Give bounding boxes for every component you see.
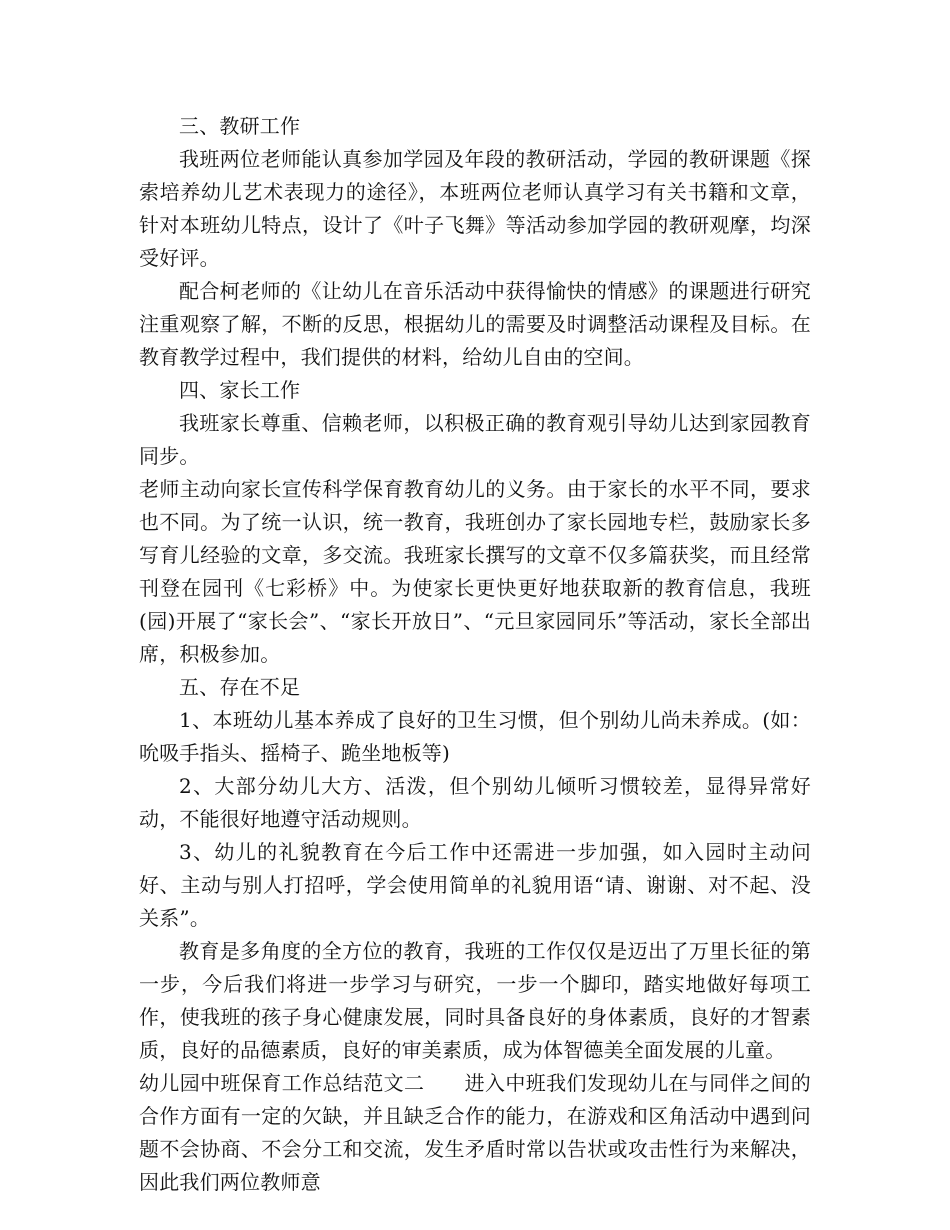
paragraph-parents-2: 老师主动向家长宣传科学保育教育幼儿的义务。由于家长的水平不同，要求也不同。为了统一认识，统一教育，我班创办了家长园地专栏，鼓励家长多写育儿经验的文章，多交流。我班家长撰写的文章不仅多篇获奖，而且经常刊登在园刊《七彩桥》中。为使家长更快更好地获取新的教育信息，我班(园)开展了“家长会”、“家长开放日”、“元旦家园同乐”等活动，家长全部出席，积极参加。 (139, 477, 811, 666)
paragraph-research-2: 配合柯老师的《让幼儿在音乐活动中获得愉快的情感》的课题进行研究注重观察了解，不断的反思，根据幼儿的需要及时调整活动课程及目标。在教育教学过程中，我们提供的材料，给幼儿自由的空间。 (139, 279, 811, 369)
section-heading-research: 三、教研工作 (179, 114, 301, 138)
paragraph-second-article (139, 1067, 811, 1199)
second-article-text: 进入中班我们发现幼儿在与同伴之间的合作方面有一定的欠缺，并且缺乏合作的能力，在游戏和区角活动中遇到问题不会协商、不会分工和交流，发生矛盾时常以告状或攻击性行为来解决，因此我们两位教师意 (139, 1071, 811, 1194)
paragraph-parents-1: 我班家长尊重、信赖老师，以积极正确的教育观引导幼儿达到家园教育同步。 (139, 411, 811, 468)
paragraph-shortcoming-3: 3、幼儿的礼貌教育在今后工作中还需进一步加强，如入园时主动问好、主动与别人打招呼，学会使用简单的礼貌用语“请、谢谢、对不起、没关系”。 (139, 840, 811, 930)
second-article-title: 幼儿园中班保育工作总结范文二 (139, 1071, 425, 1095)
paragraph-conclusion: 教育是多角度的全方位的教育，我班的工作仅仅是迈出了万里长征的第一步，今后我们将进一步学习与研究，一步一个脚印，踏实地做好每项工作，使我班的孩子身心健康发展，同时具备良好的身体素质，良好的才智素质，良好的品德素质，良好的审美素质，成为体智德美全面发展的儿童。 (139, 939, 811, 1062)
document-body (139, 110, 811, 1199)
section-heading-parents: 四、家长工作 (179, 378, 301, 402)
paragraph-shortcoming-2: 2、大部分幼儿大方、活泼，但个别幼儿倾听习惯较差，显得异常好动，不能很好地遵守活动规则。 (139, 774, 811, 831)
section-heading-shortcomings: 五、存在不足 (179, 675, 301, 699)
paragraph-shortcoming-1: 1、本班幼儿基本养成了良好的卫生习惯，但个别幼儿尚未养成。(如：吮吸手指头、摇椅子、跪坐地板等) (139, 708, 811, 765)
paragraph-research-1: 我班两位老师能认真参加学园及年段的教研活动，学园的教研课题《探索培养幼儿艺术表现力的途径》，本班两位老师认真学习有关书籍和文章，针对本班幼儿特点，设计了《叶子飞舞》等活动参加学园的教研观摩，均深受好评。 (139, 147, 811, 270)
